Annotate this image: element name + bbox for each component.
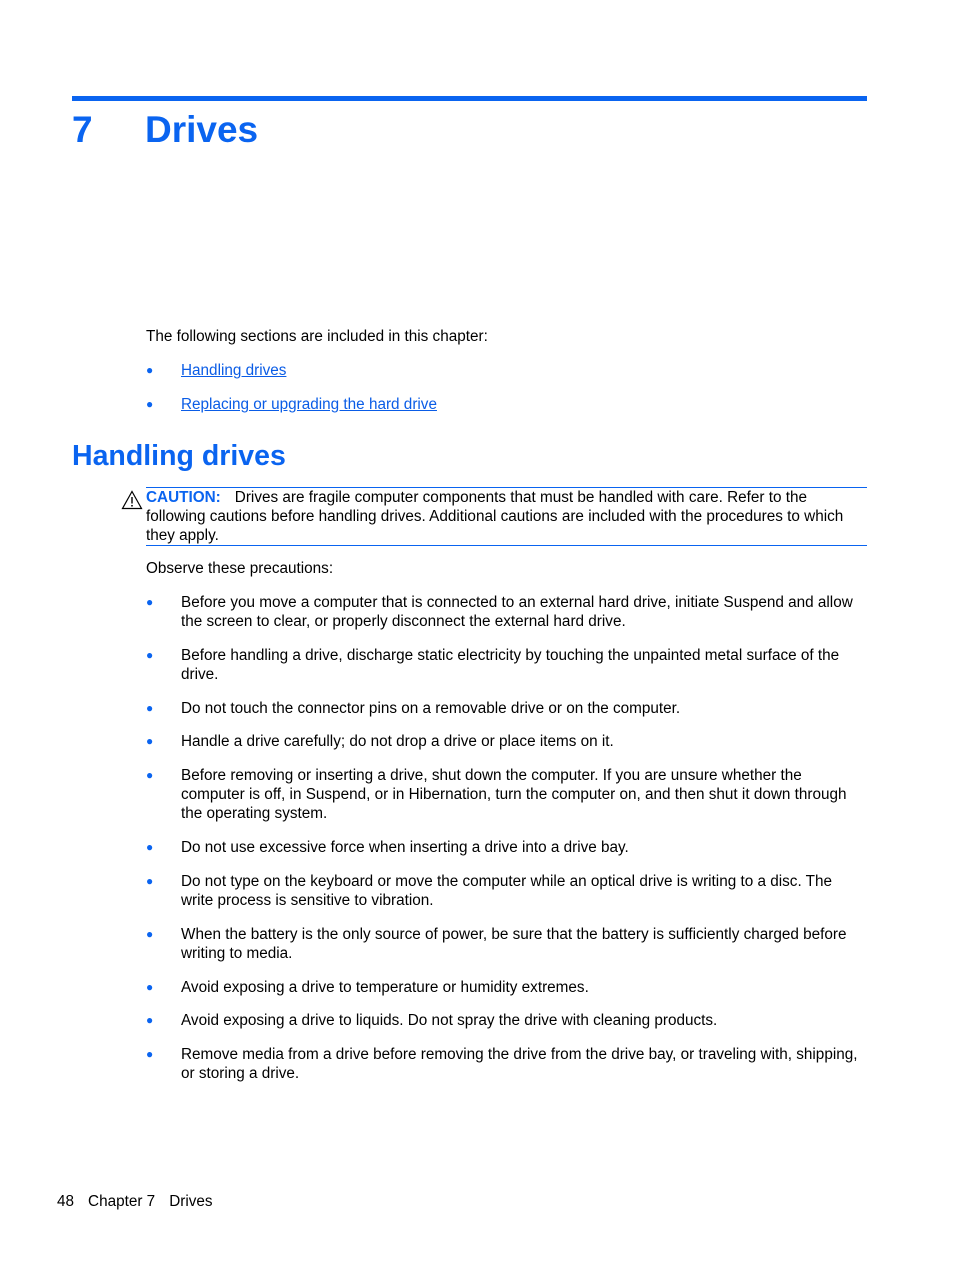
- precautions-lead: Observe these precautions:: [146, 560, 334, 577]
- precaution-text: Do not type on the keyboard or move the computer while an optical drive is writing to a disc. The write process is sensitive to vibration.: [181, 873, 833, 909]
- bullet-icon: ●: [146, 768, 154, 782]
- handling-drives-link[interactable]: Handling drives: [181, 362, 287, 379]
- bullet-icon: ●: [146, 980, 154, 994]
- replacing-hard-drive-link[interactable]: Replacing or upgrading the hard drive: [181, 396, 437, 413]
- bullet-icon: ●: [146, 1013, 154, 1027]
- precaution-text: When the battery is the only source of power, be sure that the battery is sufficiently charged before writing to media.: [181, 926, 847, 962]
- caution-note: [146, 487, 867, 546]
- bullet-icon: ●: [146, 701, 154, 715]
- footer-chapter-label: Chapter 7: [88, 1193, 156, 1210]
- caution-label: CAUTION:: [146, 489, 221, 506]
- page-number: 48: [57, 1193, 75, 1210]
- chapter-title: [72, 106, 258, 154]
- intro-text: The following sections are included in this chapter:: [146, 328, 488, 345]
- bullet-icon: ●: [146, 927, 154, 941]
- chapter-rule: [72, 96, 867, 101]
- chapter-name: Drives: [145, 109, 259, 150]
- bullet-icon: ●: [146, 648, 154, 662]
- precaution-text: Do not use excessive force when inserting a drive into a drive bay.: [181, 839, 629, 856]
- page-footer: [57, 1192, 213, 1211]
- bullet-icon: ●: [146, 840, 154, 854]
- bullet-icon: ●: [146, 1047, 154, 1061]
- bullet-icon: ●: [146, 734, 154, 748]
- section-heading: Handling drives: [72, 440, 286, 472]
- precaution-text: Before handling a drive, discharge static electricity by touching the unpainted metal surface of the drive.: [181, 647, 840, 683]
- precaution-text: Do not touch the connector pins on a removable drive or on the computer.: [181, 700, 681, 717]
- chapter-number: 7: [72, 109, 93, 150]
- precaution-text: Before you move a computer that is connected to an external hard drive, initiate Suspend and allow the screen to clear, or properly disconnect the external hard drive.: [181, 594, 853, 630]
- bullet-icon: ●: [146, 397, 154, 411]
- precaution-text: Avoid exposing a drive to temperature or humidity extremes.: [181, 979, 589, 996]
- bullet-icon: ●: [146, 874, 154, 888]
- precaution-text: Before removing or inserting a drive, shut down the computer. If you are unsure whether the computer is off, in Suspend, or in Hibernation, turn the computer on, and then shut it down through the operating system.: [181, 767, 847, 822]
- precaution-text: Remove media from a drive before removing the drive from the drive bay, or traveling with, shipping, or storing a drive.: [181, 1046, 858, 1082]
- precaution-text: Handle a drive carefully; do not drop a drive or place items on it.: [181, 733, 614, 750]
- bullet-icon: ●: [146, 595, 154, 609]
- bullet-icon: ●: [146, 363, 154, 377]
- caution-text: Drives are fragile computer components that must be handled with care. Refer to the following cautions before handling drives. Additional cautions are included with the procedures to which they apply.: [146, 489, 844, 544]
- precaution-text: Avoid exposing a drive to liquids. Do not spray the drive with cleaning products.: [181, 1012, 718, 1029]
- footer-chapter-name: Drives: [169, 1193, 213, 1210]
- warning-triangle-icon: [121, 490, 143, 510]
